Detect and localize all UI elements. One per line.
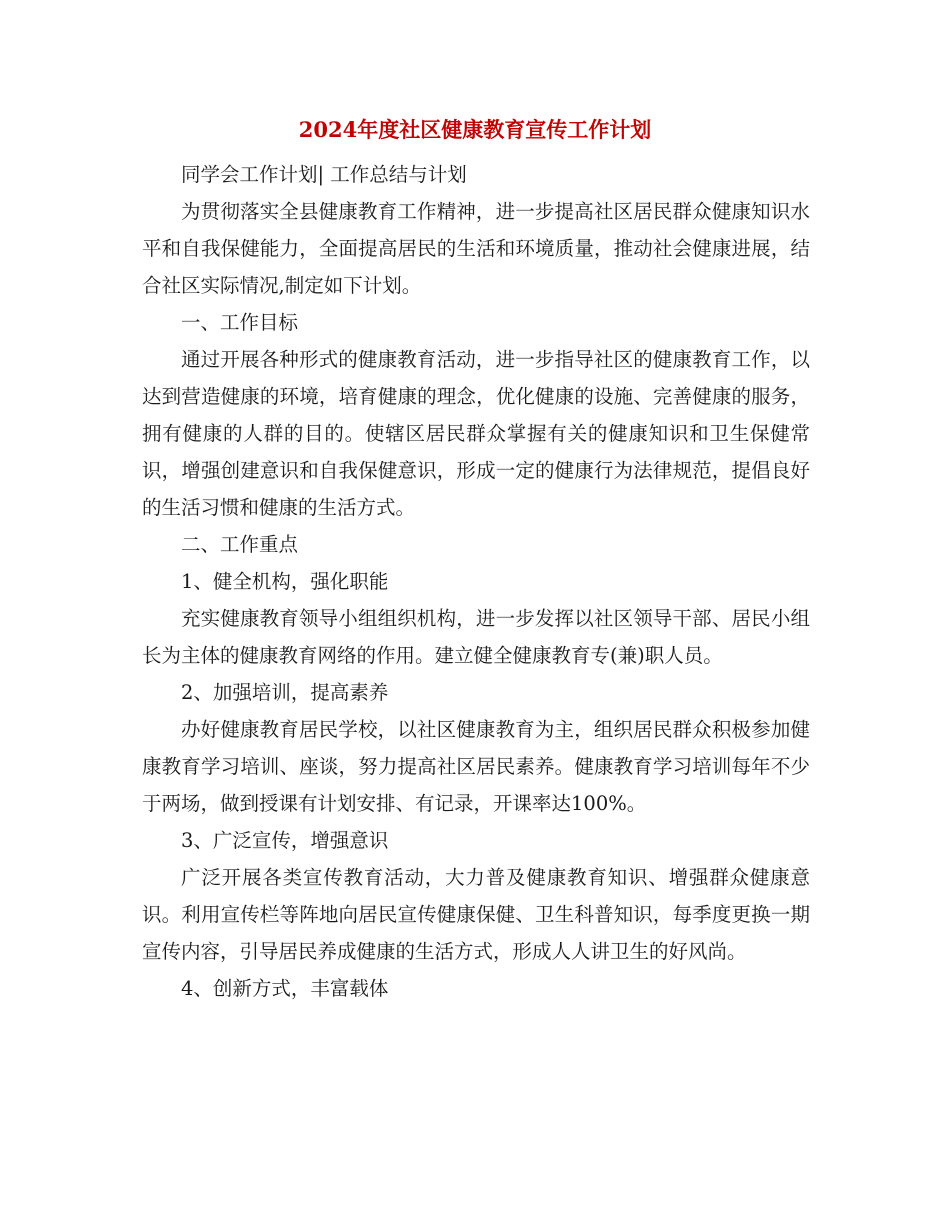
paragraph-intro: 为贯彻落实全县健康教育工作精神，进一步提高社区居民群众健康知识水平和自我保健能力，全面提高居民的生活和环境质量，推动社会健康进展，结合社区实际情况,制定如下计划。	[142, 200, 810, 297]
document-title: 2024年度社区健康教育宣传工作计划	[298, 117, 652, 142]
paragraph-subtitle: 同学会工作计划| 工作总结与计划	[181, 163, 467, 186]
subheading-3: 3、广泛宣传，增强意识	[181, 829, 389, 852]
paragraph-2: 办好健康教育居民学校，以社区健康教育为主，组织居民群众积极参加健康教育学习培训、座谈，努力提高社区居民素养。健康教育学习培训每年不少于两场，做到授课有计划安排、有记录，开课率达100%。	[142, 718, 810, 815]
document-body	[142, 156, 810, 1007]
paragraph-1: 充实健康教育领导小组组织机构，进一步发挥以社区领导干部、居民小组长为主体的健康教育网络的作用。建立健全健康教育专(兼)职人员。	[142, 607, 810, 667]
section-heading-goals: 一、工作目标	[181, 311, 299, 334]
paragraph-goals: 通过开展各种形式的健康教育活动，进一步指导社区的健康教育工作，以达到营造健康的环境，培育健康的理念，优化健康的设施、完善健康的服务，拥有健康的人群的目的。使辖区居民群众掌握有关的健康知识和卫生保健常识，增强创建意识和自我保健意识，形成一定的健康行为法律规范，提倡良好的生活习惯和健康的生活方式。	[142, 348, 810, 519]
subheading-2: 2、加强培训，提高素养	[181, 681, 389, 704]
section-heading-focus: 二、工作重点	[181, 533, 299, 556]
paragraph-3: 广泛开展各类宣传教育活动，大力普及健康教育知识、增强群众健康意识。利用宣传栏等阵地向居民宣传健康保健、卫生科普知识，每季度更换一期宣传内容，引导居民养成健康的生活方式，形成人人讲卫生的好风尚。	[142, 866, 810, 963]
subheading-4: 4、创新方式，丰富载体	[181, 977, 389, 1000]
subheading-1: 1、健全机构，强化职能	[181, 570, 389, 593]
